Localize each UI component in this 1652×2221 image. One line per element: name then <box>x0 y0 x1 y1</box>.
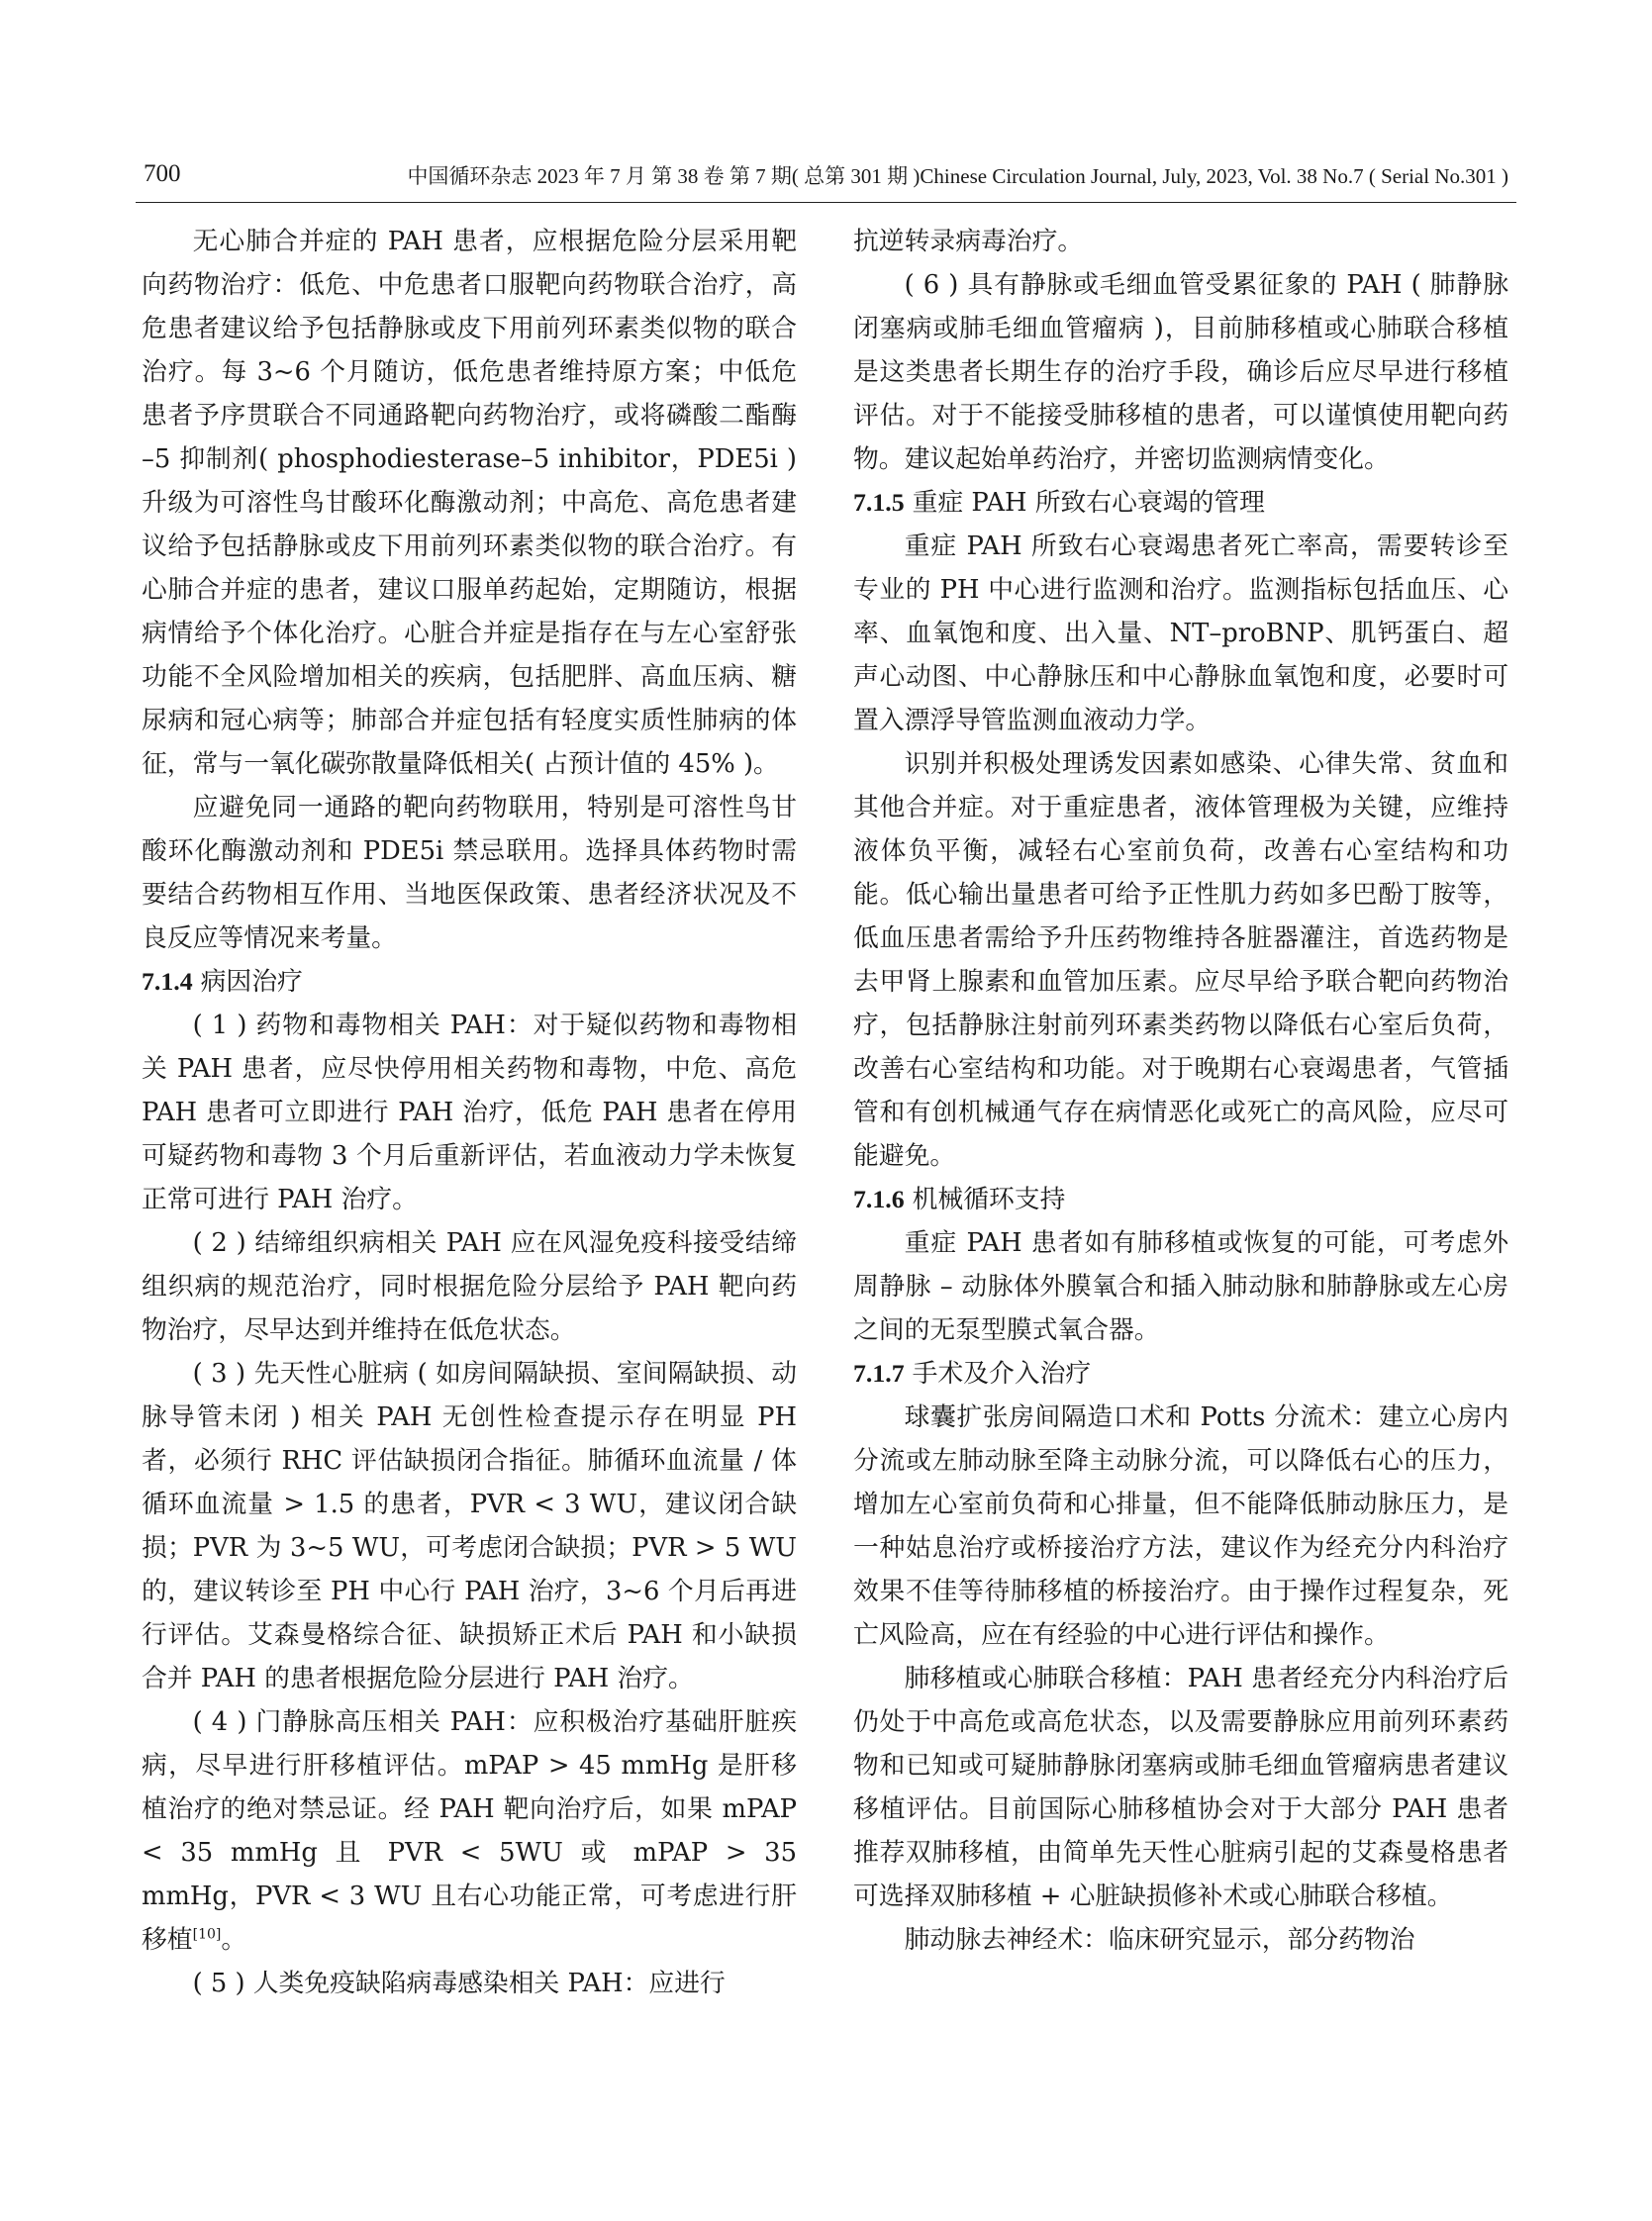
paragraph: 肺动脉去神经术：临床研究显示，部分药物治 <box>904 1925 1415 1955</box>
paragraph: 识别并积极处理诱发因素如感染、心律失常、贫血和其他合并症。对于重症患者，液体管理极为关键，应维持液体负平衡，减轻右心室前负荷，改善右心室结构和功能。低心输出量患者可给予正性肌力药如多巴酚丁胺等，低血压患者需给予升压药物维持各脏器灌注，首选药物是去甲肾上腺素和血管加压素。应尽早给予联合靶向药物治疗，包括静脉注射前列环素类药物以降低右心室后负荷，改善右心室结构和功能。对于晚期右心衰竭患者，气管插管和有创机械通气存在病情恶化或死亡的高风险，应尽可能避免。 <box>853 749 1508 1171</box>
paragraph: ( 5 ) 人类免疫缺陷病毒感染相关 PAH：应进行 <box>192 1969 726 1998</box>
paragraph: 肺移植或心肺联合移植：PAH 患者经充分内科治疗后仍处于中高危或高危状态，以及需要静脉应用前列环素药物和已知或可疑肺静脉闭塞病或肺毛细血管瘤病患者建议移植评估。目前国际心肺移植协会对于大部分 PAH 患者推荐双肺移植，由简单先天性心脏病引起的艾森曼格患者可选择双肺移植 + 心脏缺损修补术或心肺联合移植。 <box>853 1664 1508 1911</box>
left-column <box>142 220 797 2005</box>
section-title: 手术及介入治疗 <box>912 1359 1092 1389</box>
running-header <box>136 148 1516 203</box>
paragraph-text: ( 4 ) 门静脉高压相关 PAH：应积极治疗基础肝脏疾病，尽早进行肝移植评估。mPAP > 45 mmHg 是肝移植治疗的绝对禁忌证。经 PAH 靶向治疗后，如果 mPAP < 35 mmHg 且 PVR < 5WU 或 mPAP > 35 mmHg，PVR < 3 WU 且右心功能正常，可考虑进行肝移植 <box>142 1707 797 1955</box>
section-title: 病因治疗 <box>200 967 303 997</box>
journal-citation: 中国循环杂志 2023 年 7 月 第 38 卷 第 7 期( 总第 301 期 )Chinese Circulation Journal, July, 2023, Vol. 38 No.7 ( Serial No.301 ) <box>407 164 1508 188</box>
paragraph <box>142 1700 797 1962</box>
paragraph: 无心肺合并症的 PAH 患者，应根据危险分层采用靶向药物治疗：低危、中危患者口服靶向药物联合治疗，高危患者建议给予包括静脉或皮下用前列环素类似物的联合治疗。每 3~6 个月随访，低危患者维持原方案；中低危患者予序贯联合不同通路靶向药物治疗，或将磷酸二酯酶 –5 抑制剂( phosphodiesterase–5 inhibitor，PDE5i )升级为可溶性鸟甘酸环化酶激动剂；中高危、高危患者建议给予包括静脉或皮下用前列环素类似物的联合治疗。有心肺合并症的患者，建议口服单药起始，定期随访，根据病情给予个体化治疗。心脏合并症是指存在与左心室舒张功能不全风险增加相关的疾病，包括肥胖、高血压病、糖尿病和冠心病等；肺部合并症包括有轻度实质性肺病的体征，常与一氧化碳弥散量降低相关( 占预计值的 45% )。 <box>142 227 797 779</box>
paragraph: 应避免同一通路的靶向药物联用，特别是可溶性鸟甘酸环化酶激动剂和 PDE5i 禁忌联用。选择具体药物时需要结合药物相互作用、当地医保政策、患者经济状况及不良反应等情况来考量。 <box>142 793 797 953</box>
section-heading-7-1-4 <box>142 960 797 1004</box>
section-heading-7-1-7 <box>853 1352 1508 1396</box>
paragraph: ( 3 ) 先天性心脏病 ( 如房间隔缺损、室间隔缺损、动脉导管未闭 ) 相关 PAH 无创性检查提示存在明显 PH 者，必须行 RHC 评估缺损闭合指征。肺循环血流量 / 体循环血流量 > 1.5 的患者，PVR < 3 WU，建议闭合缺损；PVR 为 3~5 WU，可考虑闭合缺损；PVR > 5 WU 的，建议转诊至 PH 中心行 PAH 治疗，3~6 个月后再进行评估。艾森曼格综合征、缺损矫正术后 PAH 和小缺损合并 PAH 的患者根据危险分层进行 PAH 治疗。 <box>142 1359 797 1693</box>
paragraph: 球囊扩张房间隔造口术和 Potts 分流术：建立心房内分流或左肺动脉至降主动脉分流，可以降低右心的压力，增加左心室前负荷和心排量，但不能降低肺动脉压力，是一种姑息治疗或桥接治疗方法，建议作为经充分内科治疗效果不佳等待肺移植的桥接治疗。由于操作过程复杂，死亡风险高，应在有经验的中心进行评估和操作。 <box>853 1402 1508 1650</box>
section-title: 重症 PAH 所致右心衰竭的管理 <box>912 488 1265 518</box>
paragraph-end: 。 <box>221 1925 247 1955</box>
paragraph: 重症 PAH 所致右心衰竭患者死亡率高，需要转诊至专业的 PH 中心进行监测和治疗。监测指标包括血压、心率、血氧饱和度、出入量、NT–proBNP、肌钙蛋白、超声心动图、中心静脉压和中心静脉血氧饱和度，必要时可置入漂浮导管监测血液动力学。 <box>853 531 1508 735</box>
paragraph: ( 2 ) 结缔组织病相关 PAH 应在风湿免疫科接受结缔组织病的规范治疗，同时根据危险分层给予 PAH 靶向药物治疗，尽早达到并维持在低危状态。 <box>142 1228 797 1345</box>
section-heading-7-1-6 <box>853 1178 1508 1221</box>
right-column <box>853 220 1508 1962</box>
citation-ref[interactable]: [10] <box>192 1926 222 1943</box>
section-number: 7.1.5 <box>853 488 905 517</box>
section-heading-7-1-5 <box>853 481 1508 525</box>
paragraph: ( 6 ) 具有静脉或毛细血管受累征象的 PAH ( 肺静脉闭塞病或肺毛细血管瘤病 )，目前肺移植或心肺联合移植是这类患者长期生存的治疗手段，确诊后应尽早进行移植评估。对于不能接受肺移植的患者，可以谨慎使用靶向药物。建议起始单药治疗，并密切监测病情变化。 <box>853 270 1508 474</box>
section-title: 机械循环支持 <box>912 1185 1066 1214</box>
paragraph: 抗逆转录病毒治疗。 <box>853 227 1084 256</box>
section-number: 7.1.4 <box>142 967 193 996</box>
section-number: 7.1.7 <box>853 1359 905 1388</box>
paragraph: ( 1 ) 药物和毒物相关 PAH：对于疑似药物和毒物相关 PAH 患者，应尽快停用相关药物和毒物，中危、高危 PAH 患者可立即进行 PAH 治疗，低危 PAH 患者在停用可疑药物和毒物 3 个月后重新评估，若血液动力学未恢复正常可进行 PAH 治疗。 <box>142 1011 797 1214</box>
paragraph: 重症 PAH 患者如有肺移植或恢复的可能，可考虑外周静脉 – 动脉体外膜氧合和插入肺动脉和肺静脉或左心房之间的无泵型膜式氧合器。 <box>853 1228 1508 1345</box>
section-number: 7.1.6 <box>853 1185 905 1213</box>
page-number: 700 <box>144 160 181 187</box>
